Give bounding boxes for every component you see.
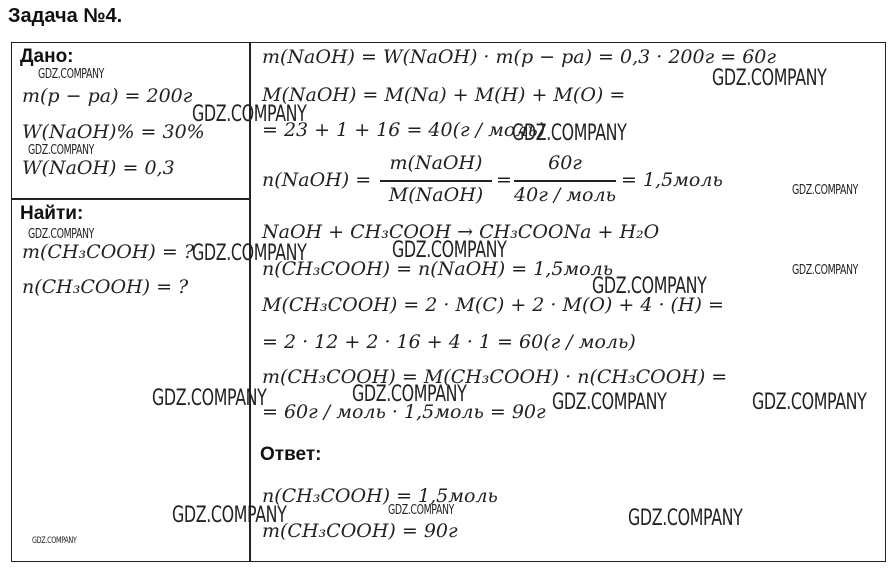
fraction-numerator: m(NaOH) [389, 152, 483, 174]
watermark: GDZ.COMPANY [32, 536, 77, 546]
watermark: GDZ.COMPANY [192, 241, 307, 266]
watermark: GDZ.COMPANY [792, 263, 859, 278]
find-heading: Найти: [20, 203, 84, 224]
solution-line: m(NaOH) = W(NaOH) · m(p − pa) = 0,3 · 200г = 60г [262, 46, 776, 68]
watermark: GDZ.COMPANY [512, 121, 627, 146]
watermark: GDZ.COMPANY [192, 102, 307, 127]
watermark: GDZ.COMPANY [628, 506, 743, 531]
solution-line: n(CH₃COOH) = n(NaOH) = 1,5моль [262, 258, 614, 280]
solution-line: = 2 · 12 + 2 · 16 + 4 · 1 = 60(г / моль) [262, 331, 636, 353]
given-item: W(NaOH) = 0,3 [22, 157, 175, 179]
solution-line: m(CH₃COOH) = M(CH₃COOH) · n(CH₃COOH) = [262, 366, 728, 388]
fraction-numerator: 60г [548, 152, 582, 174]
answer-line: m(CH₃COOH) = 90г [262, 520, 458, 542]
solution-line: = [496, 169, 512, 191]
solution-line: M(CH₃COOH) = 2 · M(C) + 2 · M(O) + 4 · (H) = [262, 294, 724, 316]
fraction-denominator: 40г / моль [514, 184, 616, 206]
answer-heading: Ответ: [260, 444, 322, 465]
fraction-bar [514, 180, 616, 182]
watermark: GDZ.COMPANY [592, 274, 707, 299]
watermark: GDZ.COMPANY [38, 67, 105, 82]
solution-line: = 60г / моль · 1,5моль = 90г [262, 401, 546, 423]
watermark: GDZ.COMPANY [28, 143, 95, 158]
given-item: m(p − pa) = 200г [22, 85, 193, 107]
find-item: n(CH₃COOH) = ? [22, 276, 189, 298]
reaction-equation: NaOH + CH₃COOH → CH₃COONa + H₂O [262, 221, 660, 243]
watermark: GDZ.COMPANY [552, 390, 667, 415]
find-item: m(CH₃COOH) = ? [22, 241, 195, 263]
watermark: GDZ.COMPANY [28, 227, 95, 242]
watermark: GDZ.COMPANY [152, 386, 267, 411]
solution-line: = 23 + 1 + 16 = 40(г / моль) [262, 119, 546, 141]
fraction-bar [380, 180, 492, 182]
watermark: GDZ.COMPANY [792, 183, 859, 198]
given-item: W(NaOH)% = 30% [22, 121, 205, 143]
watermark: GDZ.COMPANY [752, 390, 867, 415]
solution-line: n(NaOH) = [262, 169, 372, 191]
given-find-divider [11, 198, 250, 200]
watermark: GDZ.COMPANY [172, 503, 287, 528]
watermark: GDZ.COMPANY [392, 238, 507, 263]
given-heading: Дано: [20, 46, 74, 67]
answer-line: n(CH₃COOH) = 1,5моль [262, 485, 498, 507]
solution-line: = 1,5моль [621, 169, 723, 191]
watermark: GDZ.COMPANY [712, 66, 827, 91]
watermark: GDZ.COMPANY [352, 382, 467, 407]
watermark: GDZ.COMPANY [388, 503, 455, 518]
task-title: Задача №4. [8, 5, 123, 27]
fraction-denominator: M(NaOH) [388, 184, 484, 206]
solution-line: M(NaOH) = M(Na) + M(H) + M(O) = [262, 84, 626, 106]
